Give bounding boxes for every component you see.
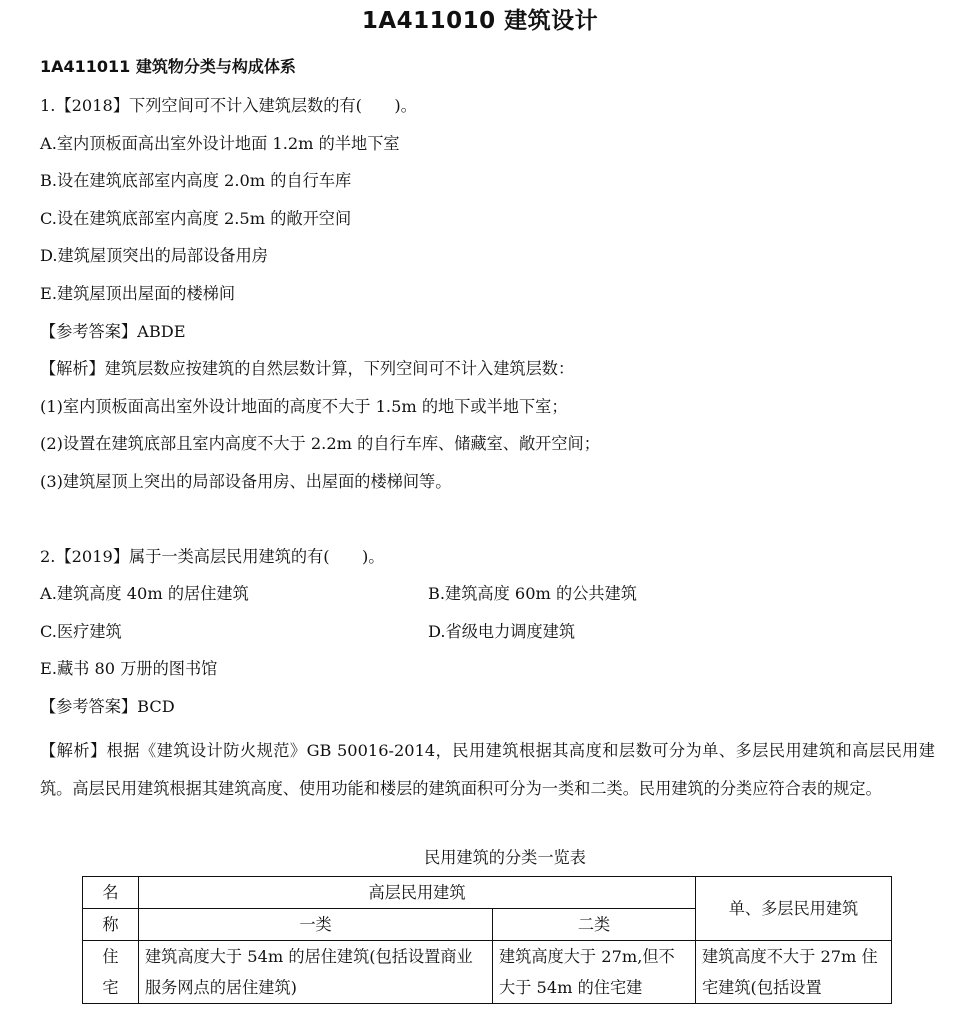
- q1-option-d: D.建筑屋顶突出的局部设备用房: [40, 246, 268, 265]
- row-name-char-1: 住: [102, 947, 119, 966]
- q2-analysis: 【解析】根据《建筑设计防火规范》GB 50016-2014，民用建筑根据其高度和层数可分为单、多层民用建筑和高层民用建筑。高层民用建筑根据其建筑高度、使用功能和楼层的建筑面积可分为一类和二类。民用建筑的分类应符合表的规定。: [40, 741, 935, 798]
- row-residential-low-rise: 建筑高度不大于 27m 住宅建筑(包括设置: [696, 941, 892, 1004]
- q2-option-d: D.省级电力调度建筑: [428, 622, 576, 641]
- header-name-cell: [83, 877, 139, 909]
- header-name-char-1: 名: [102, 883, 119, 902]
- q1-point-2: (2)设置在建筑底部且室内高度不大于 2.2m 的自行车库、储藏室、敞开空间；: [40, 434, 600, 453]
- q2-option-a: A.建筑高度 40m 的居住建筑: [40, 584, 249, 603]
- q1-point-1: (1)室内顶板面高出室外设计地面的高度不大于 1.5m 的地下或半地下室；: [40, 397, 568, 416]
- header-low-rise: 单、多层民用建筑: [696, 877, 892, 941]
- q1-option-c: C.设在建筑底部室内高度 2.5m 的敞开空间: [40, 209, 352, 228]
- classification-table: [82, 876, 892, 1004]
- section-title: 1A411011 建筑物分类与构成体系: [40, 57, 296, 76]
- q2-option-e: E.藏书 80 万册的图书馆: [40, 659, 218, 678]
- header-class-2: 二类: [493, 909, 696, 941]
- header-class-1: 一类: [139, 909, 493, 941]
- q2-option-b: B.建筑高度 60m 的公共建筑: [428, 584, 637, 603]
- q1-option-b: B.设在建筑底部室内高度 2.0m 的自行车库: [40, 171, 352, 190]
- table-row-residential-name: [83, 941, 139, 1004]
- row-residential-class-2: 建筑高度大于 27m,但不大于 54m 的住宅建: [493, 941, 696, 1004]
- page-title: 1A411010 建筑设计: [361, 8, 599, 34]
- question-2-stem: 2.【2019】属于一类高层民用建筑的有( )。: [40, 547, 385, 566]
- row-name-char-2: 宅: [102, 978, 119, 997]
- q1-point-3: (3)建筑屋顶上突出的局部设备用房、出屋面的楼梯间等。: [40, 472, 452, 491]
- question-1-stem: 1.【2018】下列空间可不计入建筑层数的有( )。: [40, 96, 417, 115]
- header-name-cell-2: [83, 909, 139, 941]
- q2-answer: 【参考答案】BCD: [40, 697, 175, 716]
- table-caption: 民用建筑的分类一览表: [424, 848, 586, 867]
- header-high-rise: 高层民用建筑: [139, 877, 696, 909]
- row-residential-class-1: 建筑高度大于 54m 的居住建筑(包括设置商业服务网点的居住建筑): [139, 941, 493, 1004]
- q1-answer: 【参考答案】ABDE: [40, 322, 186, 341]
- q1-analysis: 【解析】建筑层数应按建筑的自然层数计算，下列空间可不计入建筑层数：: [40, 359, 575, 378]
- q2-option-c: C.医疗建筑: [40, 622, 122, 641]
- q1-option-e: E.建筑屋顶出屋面的楼梯间: [40, 284, 236, 303]
- header-name-char-2: 称: [102, 915, 119, 934]
- q1-option-a: A.室内顶板面高出室外设计地面 1.2m 的半地下室: [40, 134, 400, 153]
